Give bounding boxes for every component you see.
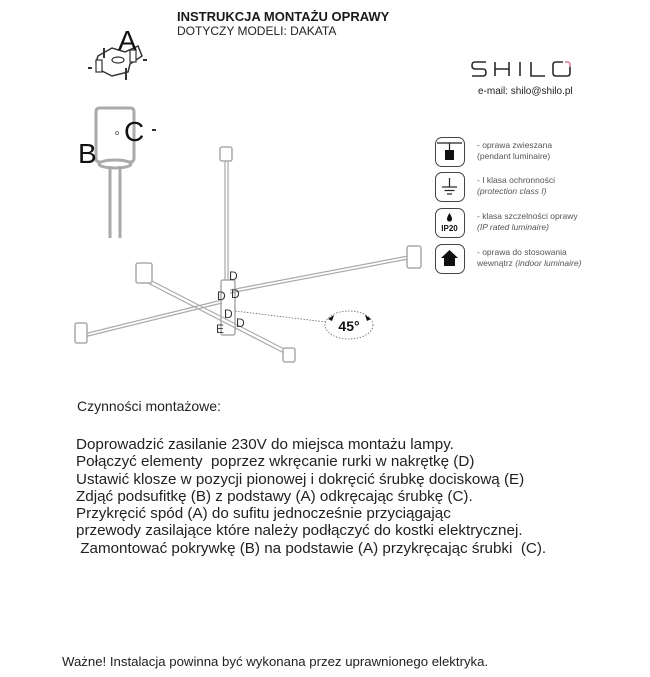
instruction-step: przewody zasilające które należy podłączyć do kostki elektrycznej. bbox=[76, 522, 523, 540]
label-D: D bbox=[236, 316, 245, 330]
label-D: D bbox=[229, 269, 238, 283]
legend-label-pl: - oprawa do stosowania bbox=[477, 247, 567, 257]
ip20-label: IP20 bbox=[441, 224, 458, 233]
legend-label-en: (protection class I) bbox=[477, 186, 547, 196]
contact-email: e-mail: shilo@shilo.pl bbox=[478, 86, 573, 97]
instruction-step: Przykręcić spód (A) do sufitu jednocześnie przyciągając bbox=[76, 505, 451, 523]
instruction-step: Zdjąć podsufitkę (B) z podstawy (A) odkręcając śrubkę (C). bbox=[76, 487, 473, 505]
safety-warning: Ważne! Instalacja powinna być wykonana przez uprawnionego elektryka. bbox=[62, 654, 489, 669]
label-E: E bbox=[216, 322, 225, 336]
legend-label-pl-cont: wewnątrz bbox=[477, 258, 513, 268]
document-subtitle: DOTYCZY MODELI: DAKATA bbox=[177, 24, 337, 38]
label-D: D bbox=[217, 289, 226, 303]
legend-label-en: (pendant luminaire) bbox=[477, 151, 551, 161]
label-B: B bbox=[78, 138, 97, 169]
legend-label-pl: - klasa szczelności oprawy bbox=[477, 211, 578, 221]
legend-label-en: (indoor luminaire) bbox=[515, 258, 582, 268]
label-D: D bbox=[231, 287, 240, 301]
document-title: INSTRUKCJA MONTAŻU OPRAWY bbox=[177, 9, 390, 24]
instruction-steps bbox=[76, 436, 546, 557]
angle-label: 45° bbox=[338, 318, 360, 334]
label-C: C bbox=[124, 116, 145, 147]
instruction-step: Połączyć elementy poprzez wkręcanie rurki w nakrętkę (D) bbox=[76, 453, 475, 471]
legend-label-en: (IP rated luminaire) bbox=[477, 222, 549, 232]
legend-label-pl: - oprawa zwieszana bbox=[477, 140, 553, 150]
instructions-heading: Czynności montażowe: bbox=[77, 398, 221, 414]
instruction-step: Ustawić klosze w pozycji pionowej i dokręcić śrubkę dociskową (E) bbox=[76, 470, 525, 488]
chandelier-drawing bbox=[75, 147, 421, 362]
label-A: A bbox=[118, 25, 137, 56]
instruction-step: Doprowadzić zasilanie 230V do miejsca montażu lampy. bbox=[76, 436, 454, 453]
instruction-step: Zamontować pokrywkę (B) na podstawie (A) przykręcając śrubki (C). bbox=[76, 539, 547, 557]
legend-label-pl: - I klasa ochronności bbox=[477, 175, 555, 185]
label-D: D bbox=[224, 307, 233, 321]
